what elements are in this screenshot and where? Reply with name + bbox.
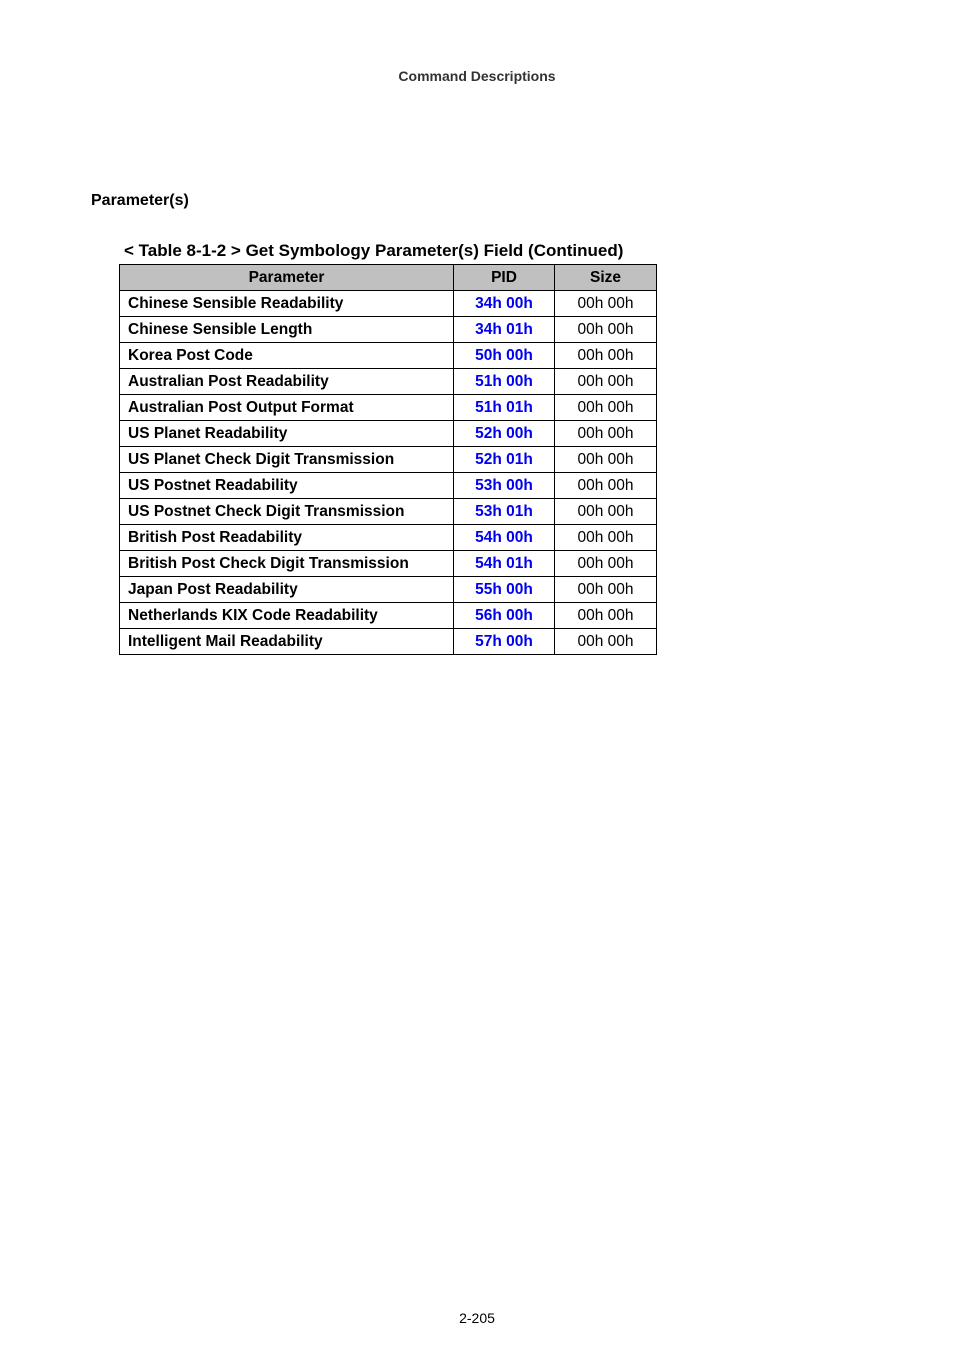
table-caption: < Table 8-1-2 > Get Symbology Parameter(s) Field (Continued)	[124, 241, 624, 260]
table-row	[120, 473, 657, 499]
table-row	[120, 603, 657, 629]
table-row	[120, 369, 657, 395]
parameter-cell: US Postnet Readability	[120, 473, 454, 499]
pid-cell: 53h 01h	[454, 499, 555, 525]
size-cell: 00h 00h	[555, 603, 657, 629]
size-cell: 00h 00h	[555, 291, 657, 317]
parameter-cell: Chinese Sensible Length	[120, 317, 454, 343]
column-header-pid: PID	[454, 265, 555, 291]
table-row	[120, 395, 657, 421]
parameter-cell: Australian Post Output Format	[120, 395, 454, 421]
parameter-cell: British Post Check Digit Transmission	[120, 551, 454, 577]
table-row	[120, 421, 657, 447]
size-cell: 00h 00h	[555, 551, 657, 577]
pid-cell: 54h 01h	[454, 551, 555, 577]
pid-cell: 57h 00h	[454, 629, 555, 655]
size-cell: 00h 00h	[555, 473, 657, 499]
table-row	[120, 577, 657, 603]
parameter-cell: Chinese Sensible Readability	[120, 291, 454, 317]
table-row	[120, 317, 657, 343]
size-cell: 00h 00h	[555, 369, 657, 395]
pid-cell: 52h 00h	[454, 421, 555, 447]
size-cell: 00h 00h	[555, 317, 657, 343]
parameter-cell: US Postnet Check Digit Transmission	[120, 499, 454, 525]
table-row	[120, 525, 657, 551]
parameter-cell: British Post Readability	[120, 525, 454, 551]
parameter-cell: Intelligent Mail Readability	[120, 629, 454, 655]
parameter-cell: Korea Post Code	[120, 343, 454, 369]
pid-cell: 34h 00h	[454, 291, 555, 317]
pid-cell: 51h 00h	[454, 369, 555, 395]
parameter-cell: Australian Post Readability	[120, 369, 454, 395]
table-row	[120, 551, 657, 577]
column-header-size: Size	[555, 265, 657, 291]
size-cell: 00h 00h	[555, 577, 657, 603]
pid-cell: 52h 01h	[454, 447, 555, 473]
table-row	[120, 499, 657, 525]
table-header-row	[120, 265, 657, 291]
table-row	[120, 447, 657, 473]
pid-cell: 51h 01h	[454, 395, 555, 421]
parameter-cell: Japan Post Readability	[120, 577, 454, 603]
table-row	[120, 291, 657, 317]
table-row	[120, 343, 657, 369]
size-cell: 00h 00h	[555, 447, 657, 473]
size-cell: 00h 00h	[555, 395, 657, 421]
pid-cell: 54h 00h	[454, 525, 555, 551]
size-cell: 00h 00h	[555, 499, 657, 525]
parameter-cell: US Planet Readability	[120, 421, 454, 447]
pid-cell: 34h 01h	[454, 317, 555, 343]
size-cell: 00h 00h	[555, 629, 657, 655]
size-cell: 00h 00h	[555, 421, 657, 447]
size-cell: 00h 00h	[555, 525, 657, 551]
page-number: 2-205	[459, 1310, 495, 1326]
parameter-cell: US Planet Check Digit Transmission	[120, 447, 454, 473]
parameter-table	[119, 264, 657, 655]
parameter-cell: Netherlands KIX Code Readability	[120, 603, 454, 629]
pid-cell: 50h 00h	[454, 343, 555, 369]
size-cell: 00h 00h	[555, 343, 657, 369]
pid-cell: 53h 00h	[454, 473, 555, 499]
pid-cell: 56h 00h	[454, 603, 555, 629]
running-header: Command Descriptions	[398, 68, 556, 84]
column-header-parameter: Parameter	[120, 265, 454, 291]
pid-cell: 55h 00h	[454, 577, 555, 603]
table-row	[120, 629, 657, 655]
table-body	[120, 291, 657, 655]
section-heading: Parameter(s)	[91, 192, 189, 209]
